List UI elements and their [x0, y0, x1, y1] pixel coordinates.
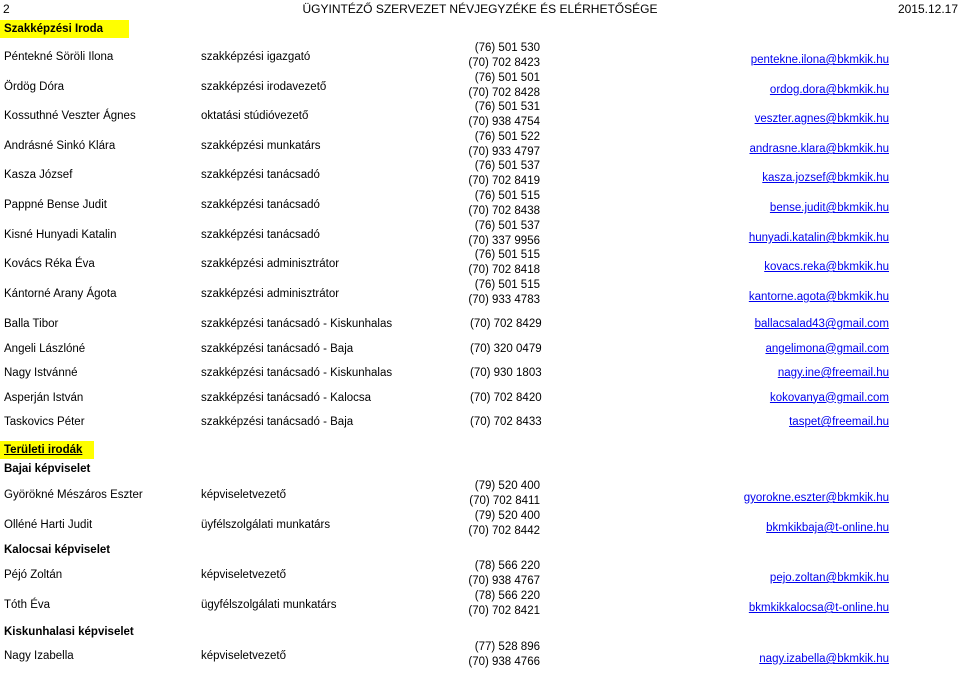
- subsection-kiskunhalas-heading: Kiskunhalasi képviselet: [4, 626, 134, 638]
- page-header: [0, 0, 960, 18]
- subsection-baja-heading: Bajai képviselet: [4, 463, 91, 475]
- contact-phone-mobile: (70) 938 4766: [468, 656, 540, 668]
- contact-role: képviseletvezető: [201, 489, 287, 501]
- page-number: 2: [3, 2, 10, 16]
- contact-role: szakképzési tanácsadó - Kiskunhalas: [201, 367, 393, 379]
- contact-role: képviseletvezető: [201, 569, 287, 581]
- contact-phone-mobile: (70) 337 9956: [468, 235, 540, 247]
- contact-name: Kántorné Arany Ágota: [4, 288, 117, 300]
- contact-phone-mobile: (70) 702 8421: [468, 605, 540, 617]
- contact-phone-landline: (76) 501 501: [474, 72, 540, 84]
- contact-phone-landline: (78) 566 220: [474, 590, 540, 602]
- contact-name: Kasza József: [4, 169, 73, 181]
- contact-phone-landline: (76) 501 522: [474, 131, 540, 143]
- contact-name: Nagy Istvánné: [4, 367, 78, 379]
- contact-phone-landline: (76) 501 515: [474, 190, 540, 202]
- section-office-heading: Szakképzési Iroda: [0, 20, 129, 38]
- contact-phone-landline: (76) 501 530: [474, 42, 540, 54]
- contact-email-link[interactable]: kovacs.reka@bkmkik.hu: [764, 261, 889, 273]
- document-title: ÜGYINTÉZŐ SZERVEZET NÉVJEGYZÉKE ÉS ELÉRHETŐSÉGE: [302, 2, 658, 16]
- contact-phone-mobile: (70) 933 4783: [468, 294, 540, 306]
- contact-email-link[interactable]: kokovanya@gmail.com: [769, 391, 889, 404]
- contact-email-link[interactable]: nagy.ine@freemail.hu: [777, 367, 889, 379]
- contact-email-link[interactable]: taspet@freemail.hu: [789, 416, 889, 428]
- contact-phone-mobile: (70) 702 8418: [468, 264, 540, 276]
- contact-name: Péjó Zoltán: [4, 569, 63, 581]
- contact-email-link[interactable]: ballacsalad43@gmail.com: [754, 318, 889, 330]
- contact-name: Olléné Harti Judit: [4, 519, 93, 531]
- contact-phone-mobile: (70) 702 8438: [468, 205, 540, 217]
- contact-phone-mobile: (70) 702 8411: [469, 495, 540, 507]
- contact-email-link[interactable]: veszter.agnes@bkmkik.hu: [754, 113, 889, 125]
- document-date: 2015.12.17: [897, 2, 958, 16]
- contact-phone-mobile: (70) 702 8419: [468, 175, 540, 187]
- contact-email-link[interactable]: bkmkikbaja@t-online.hu: [766, 522, 889, 534]
- contact-role: üyfélszolgálati munkatárs: [201, 519, 331, 531]
- contact-role: szakképzési tanácsadó: [201, 229, 320, 241]
- contact-phone-mobile: (70) 702 8428: [468, 87, 540, 99]
- contact-phone-landline: (76) 501 537: [474, 160, 540, 172]
- contact-email-link[interactable]: kantorne.agota@bkmkik.hu: [748, 291, 889, 303]
- contact-role: szakképzési tanácsadó - Baja: [201, 416, 354, 428]
- contact-name: Györökné Mészáros Eszter: [4, 489, 143, 501]
- contact-role: képviseletvezető: [201, 650, 287, 662]
- contact-phone: (70) 320 0479: [470, 342, 542, 355]
- contact-name: Nagy Izabella: [4, 650, 74, 662]
- contact-name: Andrásné Sinkó Klára: [4, 140, 116, 152]
- contact-name: Pappné Bense Judit: [4, 199, 107, 211]
- contact-phone-mobile: (70) 938 4754: [468, 116, 540, 128]
- contact-role: szakképzési tanácsadó - Kiskunhalas: [201, 318, 393, 330]
- contact-email-link[interactable]: gyorokne.eszter@bkmkik.hu: [743, 492, 889, 504]
- contact-phone-landline: (79) 520 400: [474, 480, 540, 492]
- contact-phone-mobile: (70) 702 8423: [468, 57, 540, 69]
- contact-role: szakképzési tanácsadó: [201, 199, 320, 211]
- contact-email-link[interactable]: ordog.dora@bkmkik.hu: [769, 84, 889, 96]
- contact-role: oktatási stúdióvezető: [201, 110, 309, 122]
- contact-email-link[interactable]: bense.judit@bkmkik.hu: [769, 202, 889, 214]
- contact-email-link[interactable]: pentekne.ilona@bkmkik.hu: [750, 54, 889, 66]
- contact-phone-landline: (78) 566 220: [474, 560, 540, 572]
- contact-phone: (70) 930 1803: [470, 367, 542, 379]
- contact-name: Angeli Lászlóné: [4, 342, 86, 355]
- contact-role: szakképzési irodavezető: [201, 81, 327, 93]
- subsection-kalocsa-heading: Kalocsai képviselet: [4, 544, 111, 556]
- section-regional-heading: Területi irodák: [0, 441, 94, 459]
- contact-name: Taskovics Péter: [4, 416, 85, 428]
- contact-phone-mobile: (70) 702 8442: [468, 525, 540, 537]
- contact-phone-landline: (76) 501 531: [474, 101, 540, 113]
- contact-name: Asperján István: [4, 391, 84, 404]
- contact-name: Kovács Réka Éva: [4, 258, 95, 270]
- contact-role: szakképzési tanácsadó - Baja: [201, 342, 354, 355]
- contact-phone-landline: (76) 501 537: [474, 220, 540, 232]
- contact-name: Balla Tibor: [4, 318, 59, 330]
- contact-email-link[interactable]: pejo.zoltan@bkmkik.hu: [769, 572, 889, 584]
- contact-phone-mobile: (70) 933 4797: [468, 146, 540, 158]
- contact-phone-landline: (76) 501 515: [474, 249, 540, 261]
- contact-phone: (70) 702 8420: [470, 391, 542, 404]
- contact-name: Péntekné Söröli Ilona: [4, 51, 114, 63]
- contact-role: szakképzési adminisztrátor: [201, 288, 340, 300]
- contact-phone-landline: (79) 520 400: [474, 510, 540, 522]
- contact-email-link[interactable]: nagy.izabella@bkmkik.hu: [759, 653, 889, 665]
- contact-name: Kisné Hunyadi Katalin: [4, 229, 117, 241]
- contact-phone: (70) 702 8429: [470, 318, 542, 330]
- contact-name: Kossuthné Veszter Ágnes: [4, 110, 136, 122]
- contact-name: Tóth Éva: [4, 599, 51, 611]
- contact-role: szakképzési munkatárs: [201, 140, 321, 152]
- contact-email-link[interactable]: angelimona@gmail.com: [765, 342, 889, 355]
- contact-phone-mobile: (70) 938 4767: [468, 575, 540, 587]
- contact-role: szakképzési tanácsadó - Kalocsa: [201, 391, 372, 404]
- contact-email-link[interactable]: andrasne.klara@bkmkik.hu: [749, 143, 889, 155]
- contact-role: szakképzési tanácsadó: [201, 169, 320, 181]
- contact-name: Ördög Dóra: [4, 81, 65, 93]
- contact-phone: (70) 702 8433: [470, 416, 542, 428]
- contact-role: ügyfélszolgálati munkatárs: [201, 599, 337, 611]
- contact-role: szakképzési adminisztrátor: [201, 258, 340, 270]
- contact-phone-landline: (77) 528 896: [474, 641, 540, 653]
- contact-email-link[interactable]: bkmkikkalocsa@t-online.hu: [748, 602, 889, 614]
- contact-email-link[interactable]: hunyadi.katalin@bkmkik.hu: [748, 232, 889, 244]
- contact-role: szakképzési igazgató: [201, 51, 311, 63]
- contact-phone-landline: (76) 501 515: [474, 279, 540, 291]
- contact-email-link[interactable]: kasza.jozsef@bkmkik.hu: [762, 172, 889, 184]
